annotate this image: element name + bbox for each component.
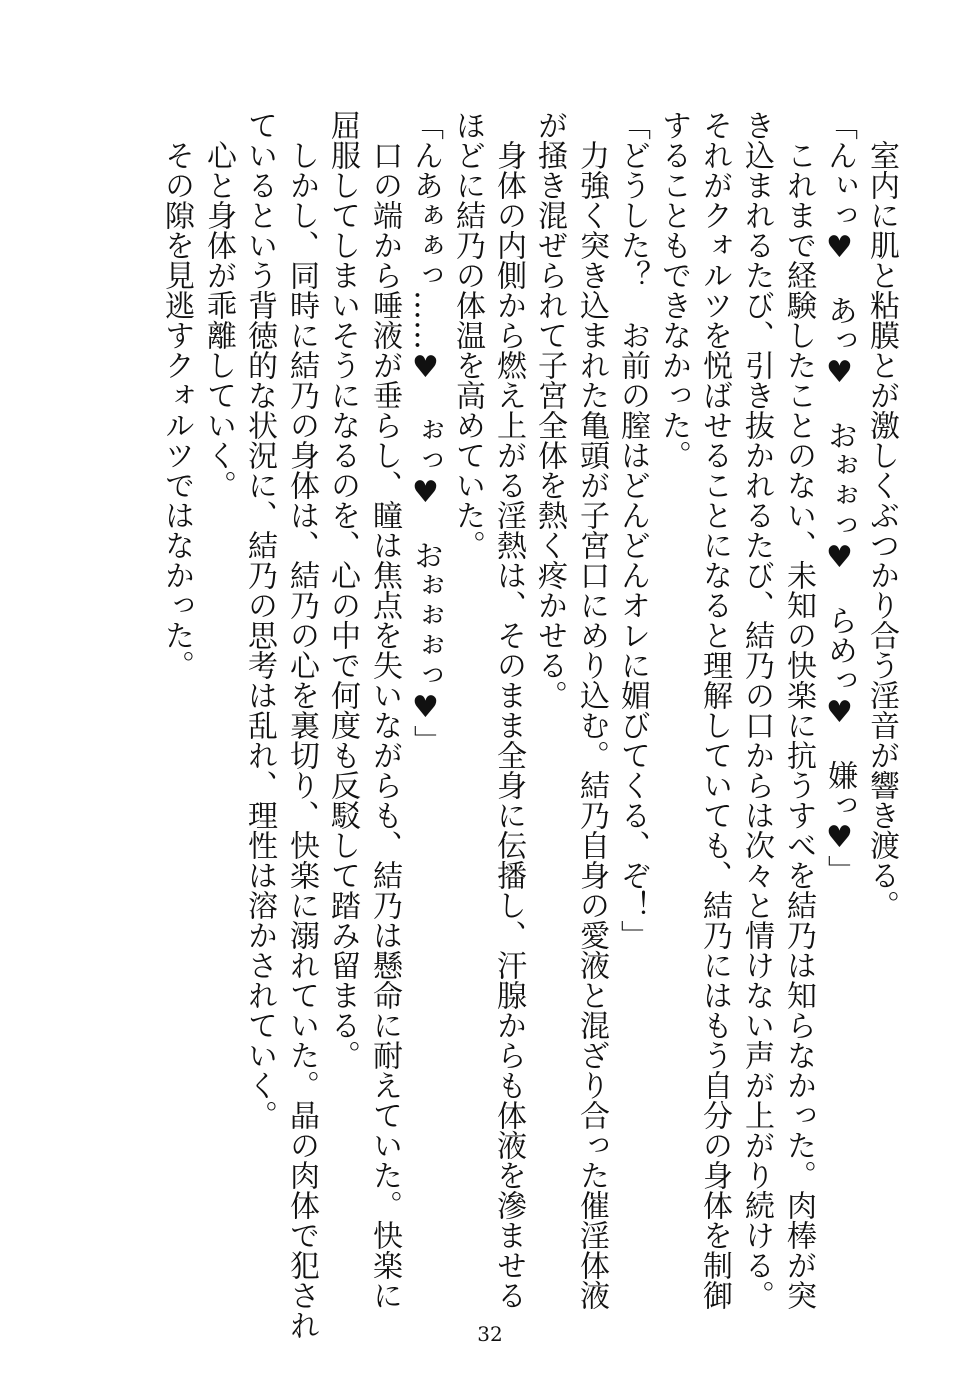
text-column: それがクォルツを悦ばせることになると理解していても、結乃にはもう自分の身体を制御 [697, 110, 732, 1310]
text-column: が掻き混ぜられて子宮全体を熱く疼かせる。 [532, 110, 567, 710]
text-column: 屈服してしまいそうになるのを、心の中で何度も反駁して踏み留まる。 [325, 110, 360, 1070]
text-column: これまで経験したことのない、未知の快楽に抗うすべを結乃は知らなかった。肉棒が突 [781, 140, 816, 1310]
text-column: ているという背徳的な状況に、結乃の思考は乱れ、理性は溶かされていく。 [242, 110, 277, 1130]
text-column: 身体の内側から燃え上がる淫熱は、そのまま全身に伝播し、汗腺からも体液を滲ませる [491, 140, 526, 1310]
text-column: 「どうした？ お前の膣はどんどんオレに媚びてくる、ぞ！」 [615, 110, 650, 950]
text-column: することもできなかった。 [656, 110, 691, 470]
text-column: しかし、同時に結乃の身体は、結乃の心を裏切り、快楽に溺れていた。晶の肉体で犯され [284, 140, 319, 1340]
text-column: 力強く突き込まれた亀頭が子宮口にめり込む。結乃自身の愛液と混ざり合った催淫体液 [574, 140, 609, 1310]
text-column: 口の端から唾液が垂らし、瞳は焦点を失いながらも、結乃は懸命に耐えていた。快楽に [367, 140, 402, 1310]
text-column: その隙を見逃すクォルツではなかった。 [159, 140, 194, 680]
text-column: 「んあぁぁっ……♥ ぉっ♥ おぉぉぉっ♥」 [408, 110, 443, 755]
text-column: 心と身体が乖離していく。 [201, 140, 236, 500]
text-column: 「んぃっ♥ あっ♥ おぉぉっ♥ らめっ♥ 嫌っ♥」 [822, 110, 857, 885]
text-column: き込まれるたび、引き抜かれるたび、結乃の口からは次々と情けない声が上がり続ける。 [739, 110, 774, 1310]
text-column: ほどに結乃の体温を高めていた。 [450, 110, 485, 560]
page-number: 32 [477, 1322, 503, 1346]
text-column: 室内に肌と粘膜とが激しくぶつかり合う淫音が響き渡る。 [864, 140, 899, 920]
